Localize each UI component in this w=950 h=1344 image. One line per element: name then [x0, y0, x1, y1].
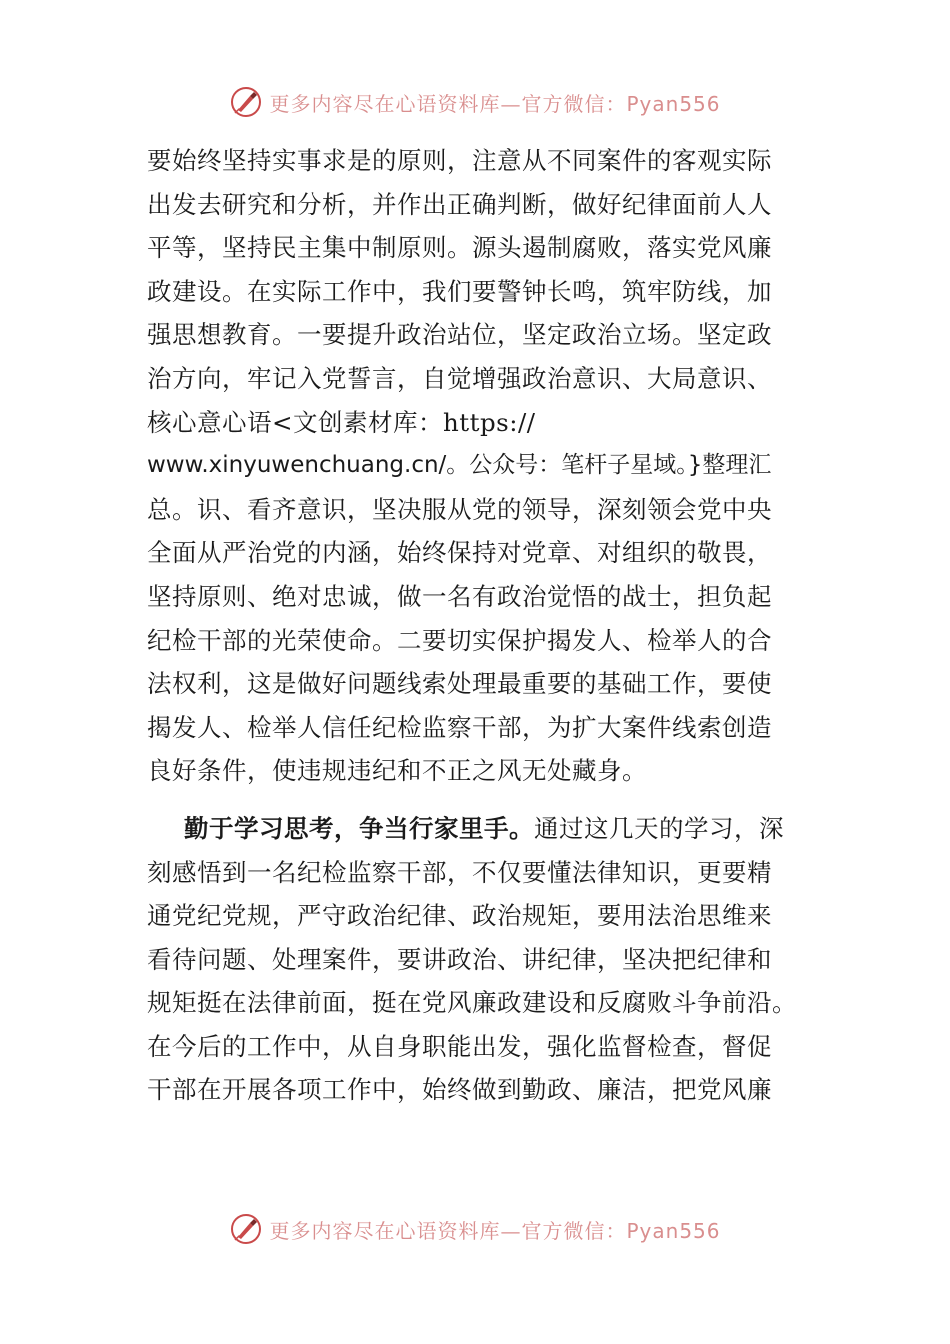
text-line: 在今后的工作中，从自身职能出发，强化监督检查，督促 [147, 1031, 772, 1061]
text-line: 通党纪党规，严守政治纪律、政治规矩，要用法治思维来 [147, 901, 772, 931]
text-line [147, 807, 807, 851]
footer-banner [0, 1209, 950, 1249]
text-line: 干部在开展各项工作中，始终做到勤政、廉洁，把党风廉 [147, 1075, 772, 1105]
header-banner [0, 82, 950, 122]
footer-banner-label: 更多内容尽在心语资料库—官方微信： [269, 1218, 627, 1243]
pen-logo-icon [229, 85, 263, 119]
paragraph-1 [147, 139, 807, 793]
paragraph-2 [147, 807, 807, 1112]
text-line: 坚持原则、绝对忠诚，做一名有政治觉悟的战士，担负起 [147, 581, 772, 611]
header-wechat-id: Pyan556 [626, 91, 721, 116]
text-line: 刻感悟到一名纪检监察干部，不仅要懂法律知识，更要精 [147, 857, 772, 887]
text-line: 政建设。在实际工作中，我们要警钟长鸣，筑牢防线，加 [147, 276, 772, 306]
text-line: 全面从严治党的内涵，始终保持对党章、对组织的敬畏， [147, 538, 772, 568]
footer-wechat-id: Pyan556 [626, 1218, 721, 1243]
text-line: 核心意心语<文创素材库：https:// [147, 407, 536, 437]
text-line: 法权利，这是做好问题线索处理最重要的基础工作，要使 [147, 669, 772, 699]
text-line: 良好条件，使违规违纪和不正之风无处藏身。 [147, 756, 647, 786]
text-line: 看待问题、处理案件，要讲政治、讲纪律，坚决把纪律和 [147, 944, 772, 974]
header-banner-text [269, 88, 720, 117]
paragraph-heading: 勤于学习思考，争当行家里手。 [184, 813, 534, 843]
text-line: 总。识、看齐意识，坚决服从党的领导，深刻领会党中央 [147, 494, 772, 524]
text-line: 纪检干部的光荣使命。二要切实保护揭发人、检举人的合 [147, 625, 772, 655]
pen-logo-icon [229, 1212, 263, 1246]
text-line: 出发去研究和分析，并作出正确判断，做好纪律面前人人 [147, 189, 772, 219]
text-line: 揭发人、检举人信任纪检监察干部，为扩大案件线索创造 [147, 712, 772, 742]
text-line: 治方向，牢记入党誓言，自觉增强政治意识、大局意识、 [147, 363, 772, 393]
text-line: 规矩挺在法律前面，挺在党风廉政建设和反腐败斗争前沿。 [147, 988, 797, 1018]
text-line: 平等，坚持民主集中制原则。源头遏制腐败，落实党风廉 [147, 233, 772, 263]
document-body [147, 139, 807, 1112]
text-line: www.xinyuwenchuang.cn/。公众号：笔杆子星域。}整理汇 [147, 452, 772, 479]
text-line: 要始终坚持实事求是的原则，注意从不同案件的客观实际 [147, 146, 772, 175]
paragraph-heading-rest: 通过这几天的学习，深 [534, 813, 784, 843]
footer-banner-text [269, 1215, 720, 1244]
text-line: 强思想教育。一要提升政治站位，坚定政治立场。坚定政 [147, 320, 772, 350]
header-banner-label: 更多内容尽在心语资料库—官方微信： [269, 91, 627, 116]
